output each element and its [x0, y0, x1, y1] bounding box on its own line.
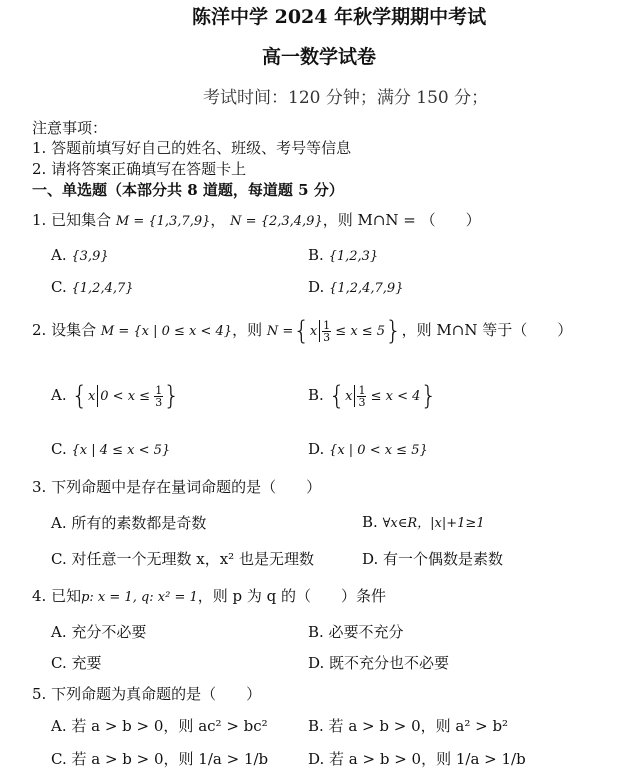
q1-option-d: [308, 278, 403, 296]
q1-stem: 1. 已知集合 M = {1,3,7,9}， N = {2,3,4,9}，则 M∩N = （ ）: [32, 211, 481, 229]
exam-title: 陈洋中学 2024 年秋学期期中考试: [192, 6, 487, 28]
q5-option-c: C. 若 a > b > 0，则 1/a > 1/b: [51, 750, 269, 768]
q1-option-c-value: {1,2,4,7}: [71, 281, 134, 296]
q2-option-b-label: B.: [308, 386, 324, 404]
notice-item-1: 1. 答题前填写好自己的姓名、班级、考号等信息: [32, 139, 352, 157]
q1-option-a: [51, 246, 109, 264]
q2-option-c: [51, 440, 170, 458]
section-heading: 一、单选题（本部分共 8 道题，每道题 5 分）: [32, 181, 344, 199]
q3-option-b-value: ∀x∈R，|x|+1≥1: [382, 516, 485, 531]
q2-option-d-label: D.: [308, 440, 325, 458]
q1-option-d-value: {1,2,4,7,9}: [329, 281, 404, 296]
q2-option-b: B. {x $\frac{1}{3}$ ≤ x < 4}: [308, 381, 437, 411]
q2-b-frac-den: 3: [358, 395, 366, 409]
q4-expr: p: x = 1, q: x² = 1: [81, 590, 198, 605]
q2-option-a-label: A.: [51, 386, 67, 404]
q2-option-c-value: {x | 4 ≤ x < 5}: [71, 443, 171, 458]
q2-n-frac-den: 3: [323, 330, 331, 344]
q4-option-a: A. 充分不必要: [51, 623, 147, 641]
q2-set-m: M = {x | 0 ≤ x < 4}: [100, 324, 233, 339]
q5-option-a: A. 若 a > b > 0，则 ac² > bc²: [51, 717, 268, 735]
q4-stem-a: 4. 已知: [32, 587, 82, 605]
q1-option-d-label: D.: [308, 278, 325, 296]
exam-subtitle: 高一数学试卷: [262, 46, 377, 68]
exam-time-info: 考试时间：120 分钟；满分 150 分；: [203, 88, 489, 108]
q3-option-c: C. 对任意一个无理数 x，x² 也是无理数: [51, 550, 314, 568]
q1-set-n: N = {2,3,4,9}: [230, 214, 323, 229]
q2-option-d: [308, 440, 428, 458]
q3-option-b: [362, 512, 485, 531]
q2-a-frac-den: 3: [155, 395, 163, 409]
q3-option-b-label: B.: [362, 513, 378, 531]
q2-stem: 2. 设集合 M = {x | 0 ≤ x < 4}，则 N ={x $\frac{1}{3}$ ≤ x ≤ 5}，则 M∩N 等于（ ）: [32, 316, 573, 346]
q2-option-d-value: {x | 0 < x ≤ 5}: [329, 443, 428, 458]
q1-num: 1. 已知集合: [32, 211, 112, 229]
q1-option-a-value: {3,9}: [71, 249, 109, 264]
q4-stem: [32, 585, 386, 606]
q2-a-frac-num: 1: [155, 383, 163, 397]
q3-option-d: D. 有一个偶数是素数: [362, 550, 504, 568]
q2-mid: ，则: [232, 321, 263, 339]
q3-stem: 3. 下列命题中是存在量词命题的是（ ）: [32, 478, 322, 496]
q2-n-frac-num: 1: [323, 318, 331, 332]
q5-option-d: D. 若 a > b > 0，则 1/a > 1/b: [308, 750, 526, 768]
q2-option-a: A. {x 0 < x ≤ $\frac{1}{3}$ }: [51, 381, 180, 411]
q2-set-n-pre: N =: [266, 324, 294, 339]
q4-stem-b: ，则 p 为 q 的（ ）条件: [197, 587, 387, 605]
q3-option-a: A. 所有的素数都是奇数: [51, 514, 207, 532]
q1-option-c-label: C.: [51, 278, 67, 296]
q2-num: 2. 设集合: [32, 321, 97, 339]
q2-tail: ，则 M∩N 等于（ ）: [401, 321, 573, 339]
q4-option-c: C. 充要: [51, 654, 102, 672]
q1-option-b-label: B.: [308, 246, 324, 264]
q4-option-b: B. 必要不充分: [308, 623, 404, 641]
q2-b-frac-num: 1: [358, 383, 366, 397]
q1-tail: ，则 M∩N = （ ）: [322, 211, 481, 229]
q1-set-m: M = {1,3,7,9}: [115, 214, 211, 229]
q5-option-b: B. 若 a > b > 0，则 a² > b²: [308, 717, 509, 735]
notice-heading: 注意事项：: [32, 119, 108, 137]
q4-option-d: D. 既不充分也不必要: [308, 654, 450, 672]
q1-option-a-label: A.: [51, 246, 67, 264]
q1-option-b: [308, 246, 378, 264]
q1-option-c: [51, 278, 134, 296]
q2-option-c-label: C.: [51, 440, 67, 458]
q1-option-b-value: {1,2,3}: [328, 249, 379, 264]
notice-item-2: 2. 请将答案正确填写在答题卡上: [32, 160, 247, 178]
q5-stem: 5. 下列命题为真命题的是（ ）: [32, 685, 262, 703]
